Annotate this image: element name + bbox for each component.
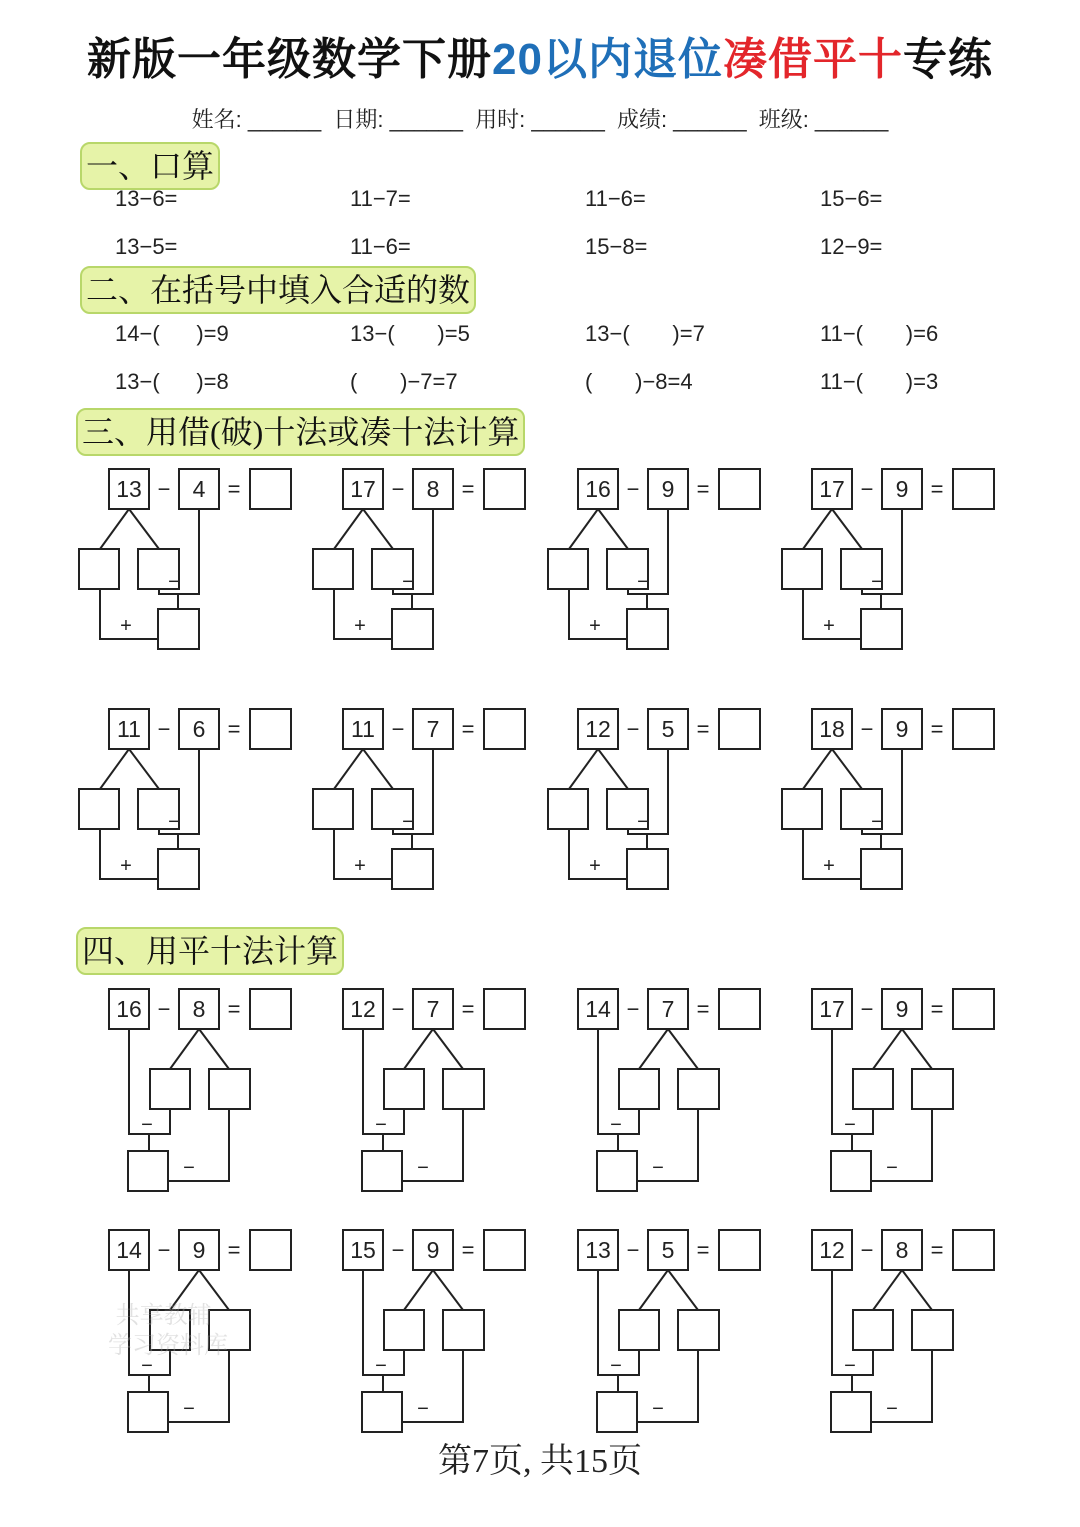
split-box-right: [678, 1310, 719, 1350]
split-box-left: [79, 549, 119, 589]
intermediate-box: [627, 849, 668, 889]
section-1-header: 一、口算: [80, 142, 220, 190]
answer-box: [719, 989, 760, 1029]
subtrahend-number: 5: [661, 716, 675, 742]
subtrahend-number: 6: [192, 716, 206, 742]
split-line-right: [902, 1029, 932, 1069]
oral-problem: 13−6=: [115, 186, 178, 211]
minus-sign: −: [637, 571, 649, 593]
answer-box: [250, 709, 291, 749]
equals-sign: =: [696, 716, 710, 742]
subtrahend-number: 8: [895, 1237, 909, 1263]
subtract-connector-2: [402, 1350, 463, 1422]
subtrahend-number: 9: [895, 996, 909, 1022]
answer-box: [953, 989, 994, 1029]
minus-sign: −: [652, 1157, 664, 1179]
split-box-left: [548, 789, 588, 829]
split-box-left: [150, 1069, 190, 1109]
minus-sign: −: [886, 1157, 898, 1179]
score-field: 成绩: ______: [616, 107, 747, 132]
split-box-left: [548, 549, 588, 589]
minus-sign: −: [860, 716, 874, 742]
section-2-header: 二、在括号中填入合适的数: [80, 266, 476, 314]
subtrahend-number: 9: [895, 716, 909, 742]
equals-sign: =: [930, 476, 944, 502]
split-line-right: [902, 1270, 932, 1310]
split-line-left: [803, 749, 832, 789]
page-footer: 第7页, 共15页: [438, 1443, 642, 1480]
minus-sign: −: [860, 1237, 874, 1263]
minus-sign: −: [402, 571, 414, 593]
minus-sign: −: [610, 1114, 622, 1136]
split-line-right: [433, 1029, 463, 1069]
intermediate-box: [362, 1151, 402, 1191]
split-line-left: [404, 1270, 433, 1310]
equals-sign: =: [930, 996, 944, 1022]
equals-sign: =: [227, 996, 241, 1022]
split-line-left: [569, 509, 598, 549]
split-line-left: [334, 749, 363, 789]
minus-sign: −: [844, 1355, 856, 1377]
intermediate-box: [597, 1392, 637, 1432]
minus-sign: −: [141, 1114, 153, 1136]
subtract-connector-2: [168, 1350, 229, 1422]
intermediate-box: [392, 849, 433, 889]
fill-problem: 11−( )=6: [820, 321, 939, 346]
minus-sign: −: [610, 1355, 622, 1377]
split-box-right: [443, 1310, 484, 1350]
minus-sign: −: [375, 1355, 387, 1377]
minus-sign: −: [871, 571, 883, 593]
subtract-connector-2: [637, 1109, 698, 1181]
intermediate-box: [597, 1151, 637, 1191]
oral-problem: 15−6=: [820, 186, 883, 211]
split-line-right: [433, 1270, 463, 1310]
answer-box: [250, 469, 291, 509]
split-line-left: [100, 509, 129, 549]
split-box-left: [384, 1069, 424, 1109]
minus-sign: −: [141, 1355, 153, 1377]
minus-sign: −: [626, 476, 640, 502]
plus-sign: +: [354, 615, 366, 637]
minuend-number: 14: [585, 996, 611, 1022]
split-box-left: [384, 1310, 424, 1350]
answer-box: [250, 989, 291, 1029]
title-part-4: 专练: [902, 35, 993, 84]
plus-sign: +: [354, 855, 366, 877]
equals-sign: =: [227, 476, 241, 502]
equals-sign: =: [696, 1237, 710, 1263]
split-line-left: [334, 509, 363, 549]
minus-sign: −: [871, 811, 883, 833]
minus-sign: −: [860, 476, 874, 502]
intermediate-box: [392, 609, 433, 649]
title-part-3: 凑借平十: [722, 35, 903, 84]
answer-box: [250, 1230, 291, 1270]
plus-sign: +: [120, 615, 132, 637]
minuend-number: 14: [116, 1237, 142, 1263]
intermediate-box: [362, 1392, 402, 1432]
subtrahend-number: 9: [426, 1237, 440, 1263]
split-line-left: [803, 509, 832, 549]
intermediate-box: [158, 849, 199, 889]
split-box-left: [619, 1310, 659, 1350]
split-box-left: [619, 1069, 659, 1109]
minus-sign: −: [391, 716, 405, 742]
split-line-right: [129, 749, 159, 789]
equals-sign: =: [227, 716, 241, 742]
minus-sign: −: [157, 1237, 171, 1263]
answer-box: [719, 469, 760, 509]
split-box-right: [678, 1069, 719, 1109]
minus-sign: −: [375, 1114, 387, 1136]
oral-problem: 15−8=: [585, 234, 648, 259]
minus-sign: −: [417, 1157, 429, 1179]
plus-sign: +: [823, 615, 835, 637]
split-box-left: [853, 1310, 893, 1350]
minuend-number: 16: [116, 996, 142, 1022]
minus-sign: −: [860, 996, 874, 1022]
title-part-2: 20以内退位: [492, 35, 723, 84]
subtrahend-number: 8: [426, 476, 440, 502]
minuend-number: 17: [819, 476, 845, 502]
split-line-right: [598, 749, 628, 789]
split-line-left: [569, 749, 598, 789]
oral-problem: 11−7=: [350, 186, 411, 211]
answer-box: [953, 469, 994, 509]
split-line-right: [363, 749, 393, 789]
oral-problem: 13−5=: [115, 234, 178, 259]
split-box-right: [443, 1069, 484, 1109]
plus-sign: +: [589, 615, 601, 637]
oral-problem: 12−9=: [820, 234, 883, 259]
intermediate-box: [128, 1392, 168, 1432]
minus-sign: −: [402, 811, 414, 833]
intermediate-box: [158, 609, 199, 649]
minuend-number: 17: [819, 996, 845, 1022]
split-line-right: [598, 509, 628, 549]
minus-sign: −: [183, 1398, 195, 1420]
minus-sign: −: [168, 571, 180, 593]
subtrahend-number: 9: [192, 1237, 206, 1263]
minus-sign: −: [183, 1157, 195, 1179]
subtract-connector-2: [871, 1350, 932, 1422]
answer-box: [719, 1230, 760, 1270]
equals-sign: =: [227, 1237, 241, 1263]
intermediate-box: [861, 609, 902, 649]
plus-sign: +: [589, 855, 601, 877]
minuend-number: 16: [585, 476, 611, 502]
section-4-header: 四、用平十法计算: [76, 927, 344, 975]
date-field: 日期: ______: [333, 107, 464, 132]
minuend-number: 11: [117, 716, 141, 742]
split-box-left: [853, 1069, 893, 1109]
fill-problem: 14−( )=9: [115, 321, 229, 346]
subtract-connector-2: [637, 1350, 698, 1422]
class-field: 班级: ______: [758, 107, 889, 132]
subtrahend-number: 9: [661, 476, 675, 502]
split-line-left: [404, 1029, 433, 1069]
equals-sign: =: [696, 996, 710, 1022]
split-line-left: [100, 749, 129, 789]
minus-sign: −: [391, 996, 405, 1022]
split-line-right: [129, 509, 159, 549]
minus-sign: −: [626, 1237, 640, 1263]
intermediate-box: [861, 849, 902, 889]
subtrahend-number: 7: [661, 996, 675, 1022]
split-line-right: [832, 749, 862, 789]
equals-sign: =: [696, 476, 710, 502]
answer-box: [484, 469, 525, 509]
split-line-right: [668, 1029, 698, 1069]
split-line-right: [668, 1270, 698, 1310]
split-box-right: [209, 1069, 250, 1109]
subtract-connector-2: [402, 1109, 463, 1181]
split-line-left: [639, 1270, 668, 1310]
equals-sign: =: [461, 996, 475, 1022]
fill-problem: 13−( )=8: [115, 369, 229, 394]
minus-sign: −: [157, 476, 171, 502]
minus-sign: −: [157, 996, 171, 1022]
minus-sign: −: [626, 996, 640, 1022]
equals-sign: =: [930, 1237, 944, 1263]
intermediate-box: [831, 1151, 871, 1191]
section-3-header: 三、用借(破)十法或凑十法计算: [76, 408, 525, 456]
split-line-left: [170, 1029, 199, 1069]
minus-sign: −: [157, 716, 171, 742]
minus-sign: −: [652, 1398, 664, 1420]
split-box-left: [313, 549, 353, 589]
intermediate-box: [627, 609, 668, 649]
minus-sign: −: [886, 1398, 898, 1420]
minus-sign: −: [844, 1114, 856, 1136]
equals-sign: =: [930, 716, 944, 742]
split-line-left: [639, 1029, 668, 1069]
split-box-left: [782, 789, 822, 829]
subtrahend-number: 7: [426, 716, 440, 742]
plus-sign: +: [120, 855, 132, 877]
fill-problem: ( )−7=7: [350, 369, 458, 394]
split-line-left: [873, 1029, 902, 1069]
answer-box: [719, 709, 760, 749]
subtrahend-number: 4: [192, 476, 206, 502]
subtrahend-number: 7: [426, 996, 440, 1022]
split-line-left: [873, 1270, 902, 1310]
minuend-number: 12: [585, 716, 611, 742]
oral-problem: 11−6=: [585, 186, 646, 211]
equals-sign: =: [461, 716, 475, 742]
minus-sign: −: [391, 1237, 405, 1263]
minus-sign: −: [391, 476, 405, 502]
split-line-right: [832, 509, 862, 549]
split-box-right: [912, 1069, 953, 1109]
answer-box: [484, 1230, 525, 1270]
fill-problem: 13−( )=7: [585, 321, 705, 346]
plus-sign: +: [823, 855, 835, 877]
subtract-connector-2: [168, 1109, 229, 1181]
minuend-number: 15: [350, 1237, 376, 1263]
equals-sign: =: [461, 1237, 475, 1263]
oral-problem: 11−6=: [350, 234, 411, 259]
time-field: 用时: ______: [475, 107, 605, 132]
watermark: 共享教辅 学习资料库: [108, 1301, 228, 1359]
minuend-number: 17: [350, 476, 376, 502]
answer-box: [953, 709, 994, 749]
fill-problem: ( )−8=4: [585, 369, 693, 394]
minuend-number: 12: [350, 996, 376, 1022]
intermediate-box: [831, 1392, 871, 1432]
answer-box: [953, 1230, 994, 1270]
minus-sign: −: [168, 811, 180, 833]
minus-sign: −: [417, 1398, 429, 1420]
title-part-1: 新版一年级数学下册: [87, 35, 493, 84]
intermediate-box: [128, 1151, 168, 1191]
subtrahend-number: 8: [192, 996, 206, 1022]
answer-box: [484, 709, 525, 749]
minuend-number: 11: [351, 716, 375, 742]
equals-sign: =: [461, 476, 475, 502]
name-field: 姓名: ______: [191, 107, 322, 132]
split-box-right: [912, 1310, 953, 1350]
fill-problem: 13−( )=5: [350, 321, 470, 346]
subtrahend-number: 9: [895, 476, 909, 502]
split-box-left: [313, 789, 353, 829]
split-box-left: [782, 549, 822, 589]
minuend-number: 13: [585, 1237, 611, 1263]
answer-box: [484, 989, 525, 1029]
split-line-right: [199, 1029, 229, 1069]
split-box-left: [79, 789, 119, 829]
subtract-connector-2: [871, 1109, 932, 1181]
minus-sign: −: [626, 716, 640, 742]
minuend-number: 18: [819, 716, 845, 742]
minuend-number: 13: [116, 476, 142, 502]
split-line-right: [363, 509, 393, 549]
subtrahend-number: 5: [661, 1237, 675, 1263]
fill-problem: 11−( )=3: [820, 369, 939, 394]
minus-sign: −: [637, 811, 649, 833]
minuend-number: 12: [819, 1237, 845, 1263]
